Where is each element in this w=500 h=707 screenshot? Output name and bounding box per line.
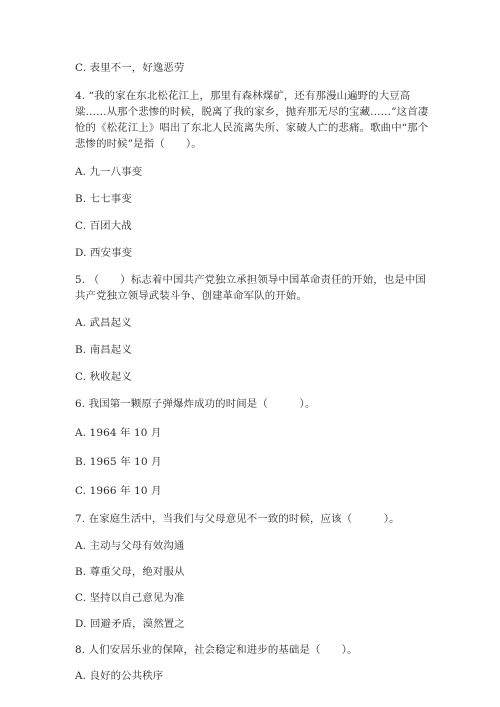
question-stem-line: 7. 在家庭生活中，当我们与父母意见不一致的时候，应该（ ）。 (75, 513, 400, 525)
question-stem-line: 悲惨的时候”是指（ ）。 (75, 138, 202, 150)
option-c: C. 1966 年 10 月 (75, 485, 162, 497)
option-d: D. 回避矛盾，漠然置之 (75, 618, 185, 630)
option-b: B. 尊重父母，绝对服从 (75, 566, 185, 578)
option-c: C. 秋收起义 (75, 371, 132, 383)
option-b: B. 1965 年 10 月 (75, 456, 162, 468)
question-stem-line: 6. 我国第一颗原子弹爆炸成功的时间是（ ）。 (75, 398, 316, 410)
option-a: A. 武昌起义 (75, 317, 132, 329)
option-c: C. 坚持以自己意见为准 (75, 592, 185, 604)
option-c: C. 百团大战 (75, 220, 132, 232)
option-a: A. 良好的公共秩序 (75, 670, 164, 682)
option-a: A. 九一八事变 (75, 166, 143, 178)
option-a: A. 主动与父母有效沟通 (75, 540, 185, 552)
question-stem-line: 8. 人们安居乐业的保障，社会稳定和进步的基础是（ ）。 (75, 644, 358, 656)
question-stem-line: 粱……从那个悲惨的时候，脱离了我的家乡，抛弃那无尽的宝藏……”这首凄 (75, 106, 429, 118)
option-d: D. 西安事变 (75, 247, 133, 259)
option-b: B. 南昌起义 (75, 344, 132, 356)
option-a: A. 1964 年 10 月 (75, 427, 162, 439)
question-stem-line: 怆的《松花江上》唱出了东北人民流离失所、家破人亡的悲痛。歌曲中“那个 (75, 122, 429, 134)
question-stem-line: 共产党独立领导武装斗争、创建革命军队的开始。 (75, 290, 307, 302)
question-stem-line: 5. （ ）标志着中国共产党独立承担领导中国革命责任的开始，也是中国 (75, 274, 426, 286)
option-b: B. 七七事变 (75, 193, 132, 205)
question-stem-line: 4. “我的家在东北松花江上，那里有森林煤矿，还有那漫山遍野的大豆高 (75, 90, 411, 102)
prev-question-option-c: C. 表里不一，好逸恶劳 (75, 62, 185, 74)
